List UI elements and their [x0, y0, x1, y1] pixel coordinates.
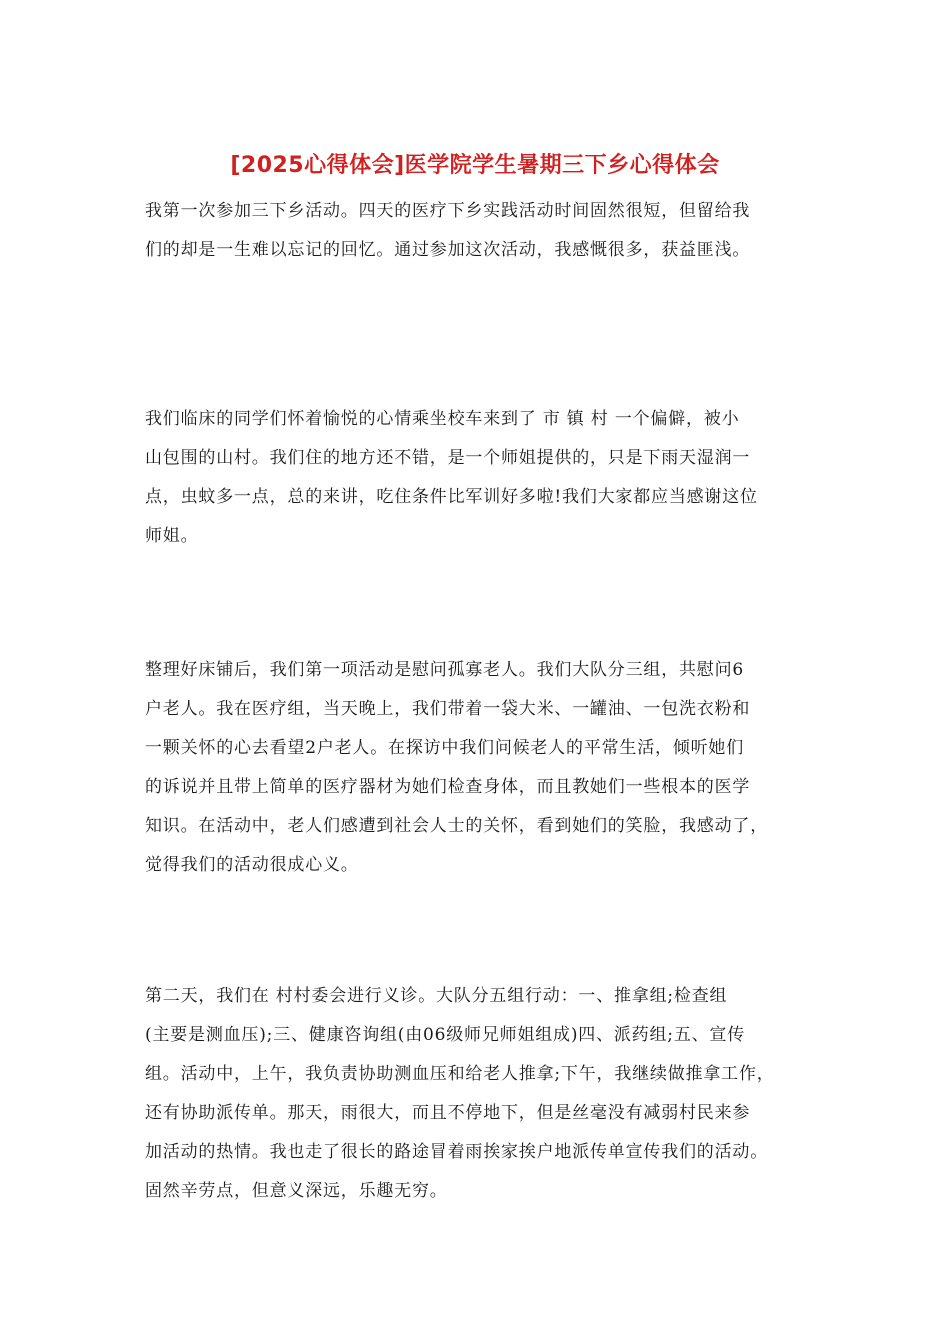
text-line: 我第一次参加三下乡活动。四天的医疗下乡实践活动时间固然很短，但留给我	[145, 201, 751, 221]
paragraph-arrival	[145, 400, 817, 556]
text-line: 知识。在活动中，老人们感遭到社会人士的关怀，看到她们的笑脸，我感动了，	[145, 816, 768, 836]
text-line: 固然辛劳点，但意义深远，乐趣无穷。	[145, 1181, 448, 1201]
text-line: 们的却是一生难以忘记的回忆。通过参加这次活动，我感慨很多，获益匪浅。	[145, 240, 751, 260]
paragraph-clinic-day	[145, 977, 817, 1211]
text-line: 还有协助派传单。那天，雨很大，而且不停地下，但是丝毫没有减弱村民来参	[145, 1103, 751, 1123]
document-title: [2025心得体会]医学院学生暑期三下乡心得体会	[230, 153, 720, 178]
text-line: 我们临床的同学们怀着愉悦的心情乘坐校车来到了 市 镇 村 一个偏僻，被小	[145, 409, 740, 429]
text-line: (主要是测血压);三、健康咨询组(由06级师兄师姐组成)四、派药组;五、宣传	[145, 1025, 746, 1045]
text-line: 一颗关怀的心去看望2户老人。在探访中我们问候老人的平常生活，倾听她们	[145, 738, 745, 758]
paragraph-elderly-visit	[145, 651, 817, 885]
text-line: 户老人。我在医疗组，当天晚上，我们带着一袋大米、一罐油、一包洗衣粉和	[145, 699, 751, 719]
text-line: 师姐。	[145, 526, 199, 546]
text-line: 组。活动中，上午，我负责协助测血压和给老人推拿;下午，我继续做推拿工作，	[145, 1064, 775, 1084]
text-line: 整理好床铺后，我们第一项活动是慰问孤寡老人。我们大队分三组，共慰问6	[145, 660, 745, 680]
text-line: 第二天，我们在 村村委会进行义诊。大队分五组行动：一、推拿组;检查组	[145, 986, 728, 1006]
text-line: 点，虫蚊多一点，总的来讲，吃住条件比军训好多啦!我们大家都应当感谢这位	[145, 487, 758, 507]
text-line: 觉得我们的活动很成心义。	[145, 855, 359, 875]
paragraph-intro	[145, 192, 817, 270]
text-line: 山包围的山村。我们住的地方还不错，是一个师姐提供的，只是下雨天湿润一	[145, 448, 751, 468]
text-line: 的诉说并且带上简单的医疗器材为她们检查身体，而且教她们一些根本的医学	[145, 777, 751, 797]
text-line: 加活动的热情。我也走了很长的路途冒着雨挨家挨户地派传单宣传我们的活动。	[145, 1142, 768, 1162]
